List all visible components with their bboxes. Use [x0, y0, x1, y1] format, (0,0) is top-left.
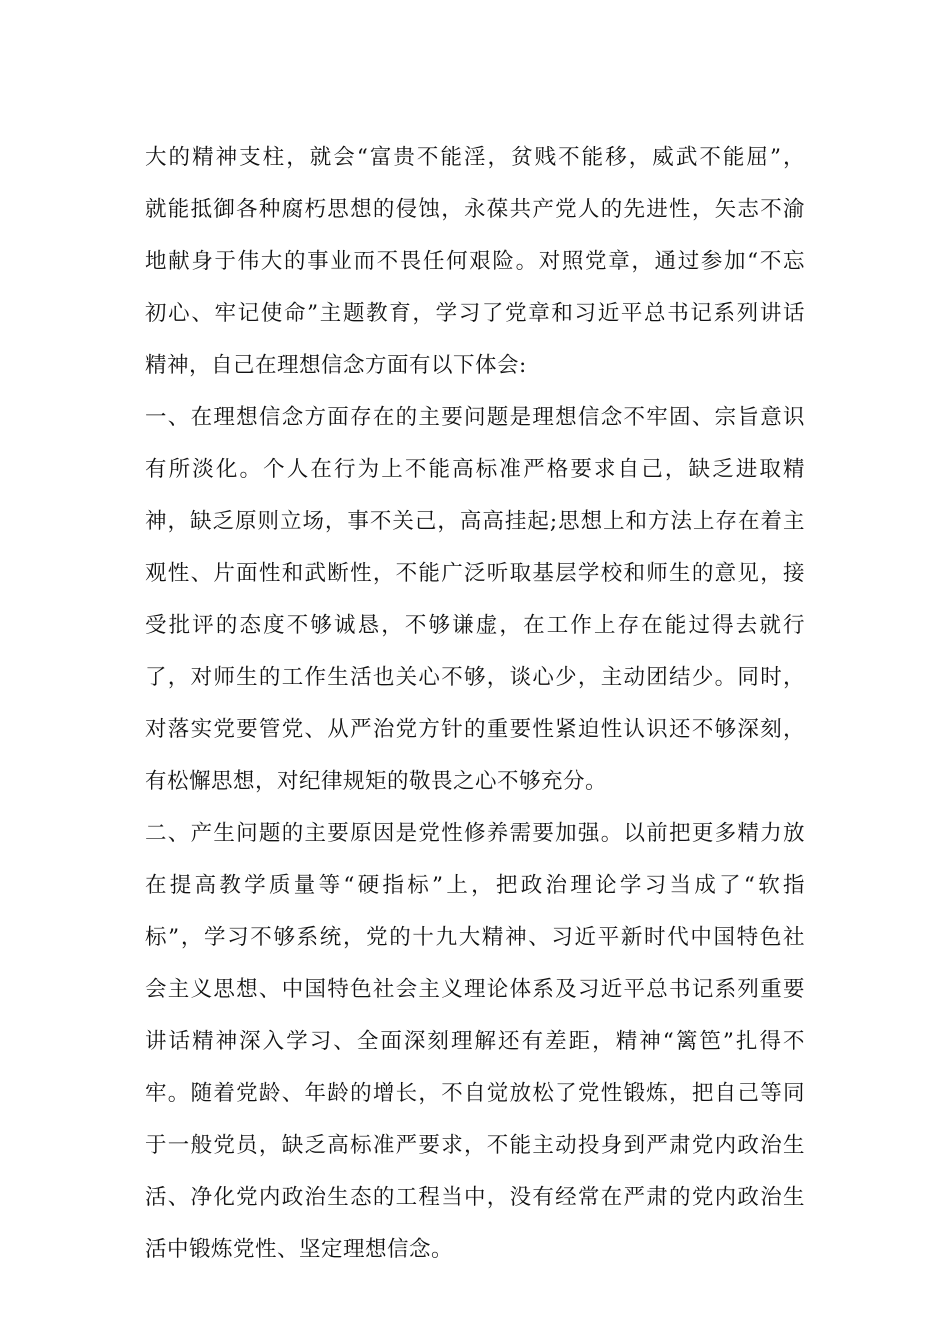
text-line: 在提高教学质量等“硬指标”上，把政治理论学习当成了“软指	[145, 873, 805, 898]
text-line: 受批评的态度不够诚恳，不够谦虚，在工作上存在能过得去就行	[145, 613, 805, 638]
text-line: 标”，学习不够系统，党的十九大精神、习近平新时代中国特色社	[145, 925, 805, 950]
text-line: 牢。随着党龄、年龄的增长，不自觉放松了党性锻炼，把自己等同	[145, 1081, 805, 1106]
document-body	[145, 132, 805, 1276]
text-line: 地献身于伟大的事业而不畏任何艰险。对照党章，通过参加“不忘	[145, 249, 805, 274]
text-line: 对落实党要管党、从严治党方针的重要性紧迫性认识还不够深刻，	[145, 717, 805, 742]
text-line: 精神，自己在理想信念方面有以下体会:	[145, 353, 527, 378]
text-line: 活中锻炼党性、坚定理想信念。	[145, 1237, 454, 1262]
text-line: 大的精神支柱，就会“富贵不能淫，贫贱不能移，威武不能屈”，	[145, 145, 805, 170]
text-line: 了，对师生的工作生活也关心不够，谈心少，主动团结少。同时，	[145, 665, 805, 690]
text-line: 有松懈思想，对纪律规矩的敬畏之心不够充分。	[145, 769, 608, 794]
text-line: 会主义思想、中国特色社会主义理论体系及习近平总书记系列重要	[145, 977, 805, 1002]
text-line: 神，缺乏原则立场，事不关己，高高挂起;思想上和方法上存在着主	[145, 509, 805, 534]
text-line: 于一般党员，缺乏高标准严要求，不能主动投身到严肃党内政治生	[145, 1133, 805, 1158]
text-line: 二、产生问题的主要原因是党性修养需要加强。以前把更多精力放	[145, 821, 805, 846]
text-line: 观性、片面性和武断性，不能广泛听取基层学校和师生的意见，接	[145, 561, 805, 586]
text-line: 就能抵御各种腐朽思想的侵蚀，永葆共产党人的先进性，矢志不渝	[145, 197, 805, 222]
text-line: 讲话精神深入学习、全面深刻理解还有差距，精神“篱笆”扎得不	[145, 1029, 805, 1054]
text-line: 一、在理想信念方面存在的主要问题是理想信念不牢固、宗旨意识	[145, 405, 805, 430]
text-line: 初心、牢记使命”主题教育，学习了党章和习近平总书记系列讲话	[145, 301, 805, 326]
text-line: 有所淡化。个人在行为上不能高标准严格要求自己，缺乏进取精	[145, 457, 805, 482]
text-line: 活、净化党内政治生态的工程当中，没有经常在严肃的党内政治生	[145, 1185, 805, 1210]
